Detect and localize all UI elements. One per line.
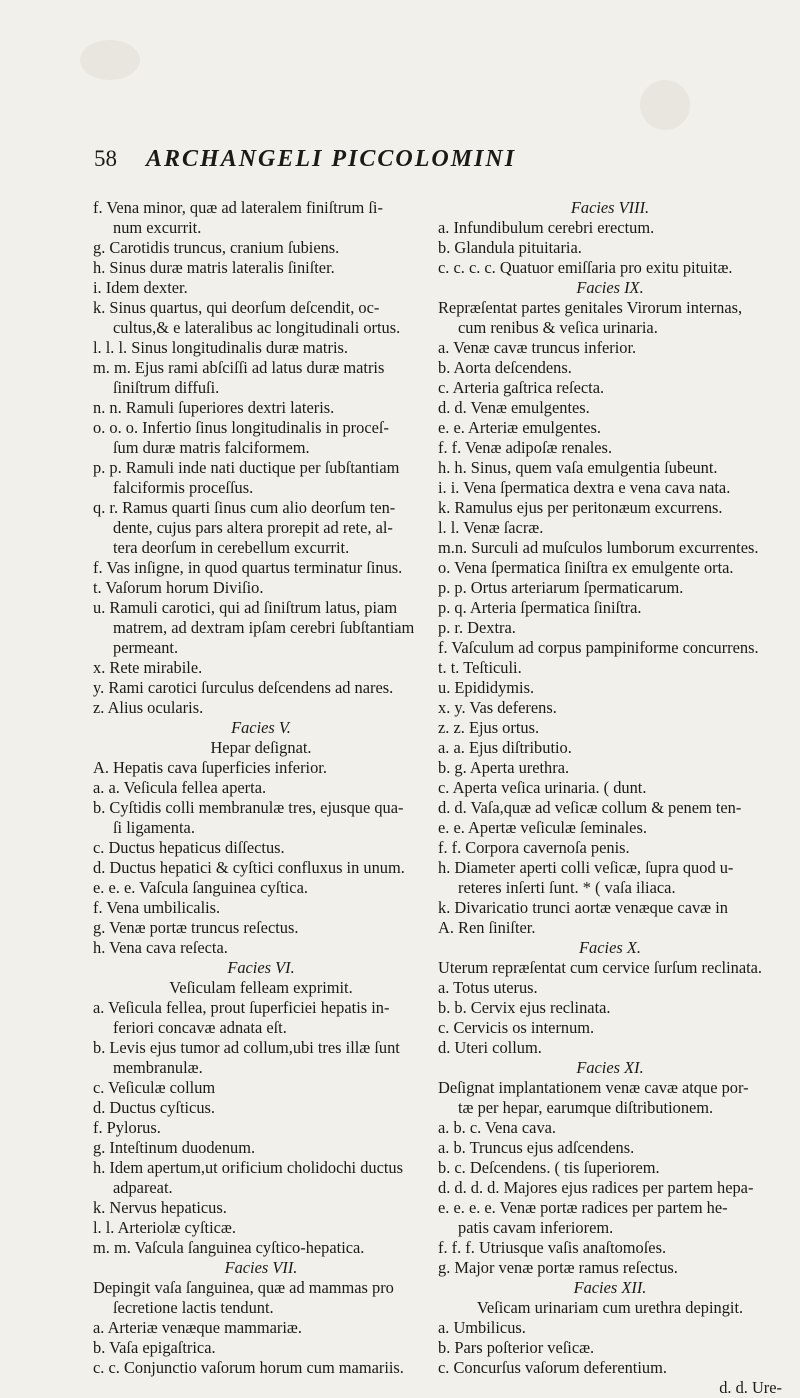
text-line: a. b. Truncus ejus adſcendens. bbox=[438, 1138, 635, 1157]
text-line: c. Concurſus vaſorum deferentium. bbox=[438, 1358, 667, 1377]
text-line: b. Glandula pituitaria. bbox=[438, 238, 582, 257]
text-line: b. Cyſtidis colli membranulæ tres, ejusque qua- bbox=[93, 798, 404, 817]
text-line: n. n. Ramuli ſuperiores dextri lateris. bbox=[93, 398, 335, 417]
text-line: feriori concavæ adnata eſt. bbox=[113, 1018, 287, 1037]
text-line: b. Levis ejus tumor ad collum,ubi tres illæ ſunt bbox=[93, 1038, 400, 1057]
text-line: matrem, ad dextram ipſam cerebri ſubſtantiam bbox=[113, 618, 415, 637]
text-line: p. r. Dextra. bbox=[438, 618, 516, 637]
running-title: ARCHANGELI PICCOLOMINI bbox=[146, 146, 517, 172]
text-line: q. r. Ramus quarti ſinus cum alio deorſum ten- bbox=[93, 498, 396, 517]
text-line: b. g. Aperta urethra. bbox=[438, 758, 570, 777]
text-line: h. Vena cava reſecta. bbox=[93, 938, 228, 957]
text-line: d. d. d. d. Majores ejus radices per partem hepa- bbox=[438, 1178, 754, 1197]
text-line: Hepar deſignat. bbox=[210, 738, 312, 757]
text-line: falciformis proceſſus. bbox=[113, 478, 254, 497]
text-line: e. e. Arteriæ emulgentes. bbox=[438, 418, 601, 437]
text-line: e. e. e. e. Venæ portæ radices per partem he- bbox=[438, 1198, 728, 1217]
text-line: g. Major venæ portæ ramus reſectus. bbox=[438, 1258, 678, 1277]
section-heading: Facies VIII. bbox=[570, 198, 650, 217]
text-line: f. f. Venæ adipoſæ renales. bbox=[438, 438, 613, 457]
text-line: c. c. Conjunctio vaſorum horum cum mamariis. bbox=[93, 1358, 404, 1377]
text-line: ſi ligamenta. bbox=[113, 818, 195, 837]
text-line: Veſicam urinariam cum urethra depingit. bbox=[476, 1298, 744, 1317]
text-line: o. o. o. Infertio ſinus longitudinalis in proceſ- bbox=[93, 418, 389, 437]
section-heading: Facies XI. bbox=[576, 1058, 644, 1077]
text-line: d. Ductus hepatici & cyſtici confluxus in unum. bbox=[93, 858, 405, 877]
text-line: c. Ductus hepaticus diſſectus. bbox=[93, 838, 285, 857]
section-heading: Facies XII. bbox=[573, 1278, 647, 1297]
text-line: t. t. Teſticuli. bbox=[438, 658, 522, 677]
text-line: permeant. bbox=[113, 638, 179, 657]
text-line: l. l. Arteriolæ cyſticæ. bbox=[93, 1218, 236, 1237]
text-line: k. Sinus quartus, qui deorſum deſcendit, oc- bbox=[93, 298, 380, 317]
text-line: dente, cujus pars altera prorepit ad rete, al- bbox=[113, 518, 393, 537]
text-line: y. Rami carotici ſurculus deſcendens ad nares. bbox=[93, 678, 394, 697]
text-line: d. Uteri collum. bbox=[438, 1038, 542, 1057]
section-heading: Facies V. bbox=[231, 718, 291, 737]
text-line: c. Veſiculæ collum bbox=[93, 1078, 216, 1097]
text-line: f. Pylorus. bbox=[93, 1118, 161, 1137]
text-line: ſiniſtrum diffuſi. bbox=[113, 378, 220, 397]
text-line: m.n. Surculi ad muſculos lumborum excurrentes. bbox=[438, 538, 759, 557]
text-line: tera deorſum in cerebellum excurrit. bbox=[113, 538, 350, 557]
text-line: A. Ren ſiniſter. bbox=[438, 918, 536, 937]
text-line: a. a. Veſicula fellea aperta. bbox=[93, 778, 267, 797]
text-line: c. Arteria gaſtrica reſecta. bbox=[438, 378, 605, 397]
text-line: c. c. c. c. Quatuor emiſſaria pro exitu pituitæ. bbox=[438, 258, 733, 277]
text-line: k. Ramulus ejus per peritonæum excurrens. bbox=[438, 498, 723, 517]
text-line: a. Arteriæ venæque mammariæ. bbox=[93, 1318, 302, 1337]
text-line: u. Ramuli carotici, qui ad ſiniſtrum latus, piam bbox=[93, 598, 398, 617]
text-line: f. Vena minor, quæ ad lateralem finiſtrum ſi- bbox=[93, 198, 383, 217]
text-line: Repræſentat partes genitales Virorum internas, bbox=[438, 298, 743, 317]
text-line: c. Aperta veſica urinaria. ( dunt. bbox=[438, 778, 647, 797]
text-line: p. q. Arteria ſpermatica ſiniſtra. bbox=[438, 598, 642, 617]
text-line: g. Venæ portæ truncus reſectus. bbox=[93, 918, 299, 937]
text-line: Veſiculam felleam exprimit. bbox=[169, 978, 353, 997]
paper-stain bbox=[640, 80, 690, 130]
text-line: d. d. Venæ emulgentes. bbox=[438, 398, 590, 417]
text-line: b. b. Cervix ejus reclinata. bbox=[438, 998, 611, 1017]
text-line: g. Inteſtinum duodenum. bbox=[93, 1138, 256, 1157]
text-line: m. m. Vaſcula ſanguinea cyſtico-hepatica. bbox=[93, 1238, 365, 1257]
text-line: x. Rete mirabile. bbox=[93, 658, 203, 677]
text-line: a. Totus uterus. bbox=[438, 978, 538, 997]
text-line: p. p. Ramuli inde nati ductique per ſubſtantiam bbox=[93, 458, 400, 477]
text-line: reteres inſerti ſunt. * ( vaſa iliaca. bbox=[458, 878, 676, 897]
text-line: m. m. Ejus rami abſciſſi ad latus duræ matris bbox=[93, 358, 385, 377]
text-line: h. Diameter aperti colli veſicæ, ſupra quod u- bbox=[438, 858, 734, 877]
page-header bbox=[94, 146, 774, 182]
text-line: a. Veſicula fellea, prout ſuperficiei hepatis in- bbox=[93, 998, 390, 1017]
text-line: a. Umbilicus. bbox=[438, 1318, 526, 1337]
text-line: f. f. f. Utriusque vaſis anaſtomoſes. bbox=[438, 1238, 667, 1257]
text-line: k. Nervus hepaticus. bbox=[93, 1198, 227, 1217]
text-line: o. Vena ſpermatica ſiniſtra ex emulgente orta. bbox=[438, 558, 734, 577]
text-line: Depingit vaſa ſanguinea, quæ ad mammas pro bbox=[93, 1278, 394, 1297]
text-line: f. Vaſculum ad corpus pampiniforme concurrens. bbox=[438, 638, 759, 657]
text-line: t. Vaſorum horum Diviſio. bbox=[93, 578, 264, 597]
text-line: a. Venæ cavæ truncus inferior. bbox=[438, 338, 637, 357]
text-line: z. Alius ocularis. bbox=[93, 698, 204, 717]
left-column bbox=[93, 198, 429, 1378]
text-line: b. Vaſa epigaſtrica. bbox=[93, 1338, 216, 1357]
text-line: membranulæ. bbox=[113, 1058, 203, 1077]
section-heading: Facies VI. bbox=[227, 958, 295, 977]
text-line: Deſignat implantationem venæ cavæ atque por- bbox=[438, 1078, 749, 1097]
text-line: k. Divaricatio trunci aortæ venæque cavæ in bbox=[438, 898, 728, 917]
text-line: a. b. c. Vena cava. bbox=[438, 1118, 557, 1137]
text-line: b. c. Deſcendens. ( tis ſuperiorem. bbox=[438, 1158, 660, 1177]
text-line: ſum duræ matris falciformem. bbox=[113, 438, 310, 457]
text-line: i. Idem dexter. bbox=[93, 278, 188, 297]
section-heading: Facies X. bbox=[579, 938, 641, 957]
right-column bbox=[438, 198, 782, 1398]
page-number: 58 bbox=[94, 146, 117, 171]
text-line: l. l. l. Sinus longitudinalis duræ matris. bbox=[93, 338, 348, 357]
text-line: d. d. Vaſa,quæ ad veſicæ collum & penem ten- bbox=[438, 798, 742, 817]
text-line: cultus,& e lateralibus ac longitudinali ortus. bbox=[113, 318, 401, 337]
text-line: h. Idem apertum,ut orificium cholidochi ductus bbox=[93, 1158, 403, 1177]
text-line: f. Vas inſigne, in quod quartus terminatur ſinus. bbox=[93, 558, 403, 577]
text-line: i. i. Vena ſpermatica dextra e vena cava nata. bbox=[438, 478, 731, 497]
text-line: A. Hepatis cava ſuperficies inferior. bbox=[93, 758, 327, 777]
section-heading: Facies VII. bbox=[224, 1258, 298, 1277]
text-line: p. p. Ortus arteriarum ſpermaticarum. bbox=[438, 578, 684, 597]
text-line: e. e. Apertæ veſiculæ ſeminales. bbox=[438, 818, 647, 837]
text-line: z. z. Ejus ortus. bbox=[438, 718, 540, 737]
text-line: h. Sinus duræ matris lateralis ſiniſter. bbox=[93, 258, 335, 277]
text-line: f. f. Corpora cavernoſa penis. bbox=[438, 838, 630, 857]
paper-stain bbox=[80, 40, 140, 80]
text-line: ſecretione lactis tendunt. bbox=[113, 1298, 274, 1317]
text-line: a. Infundibulum cerebri erectum. bbox=[438, 218, 655, 237]
text-line: h. h. Sinus, quem vaſa emulgentia ſubeunt. bbox=[438, 458, 718, 477]
text-line: Uterum repræſentat cum cervice ſurſum reclinata. bbox=[438, 958, 763, 977]
text-line: cum renibus & veſica urinaria. bbox=[458, 318, 658, 337]
text-line: b. Pars poſterior veſicæ. bbox=[438, 1338, 595, 1357]
text-line: f. Vena umbilicalis. bbox=[93, 898, 221, 917]
text-line: c. Cervicis os internum. bbox=[438, 1018, 595, 1037]
text-line: d. Ductus cyſticus. bbox=[93, 1098, 216, 1117]
text-line: patis cavam inferiorem. bbox=[458, 1218, 614, 1237]
text-line: u. Epididymis. bbox=[438, 678, 535, 697]
section-heading: Facies IX. bbox=[576, 278, 644, 297]
text-line: adpareat. bbox=[113, 1178, 173, 1197]
text-line: e. e. e. Vaſcula ſanguinea cyſtica. bbox=[93, 878, 308, 897]
text-line: b. Aorta deſcendens. bbox=[438, 358, 572, 377]
text-line: g. Carotidis truncus, cranium ſubiens. bbox=[93, 238, 340, 257]
text-line: l. l. Venæ ſacræ. bbox=[438, 518, 544, 537]
text-line: x. y. Vas deferens. bbox=[438, 698, 557, 717]
text-line: num excurrit. bbox=[113, 218, 202, 237]
text-line: tæ per hepar, earumque diſtributionem. bbox=[458, 1098, 714, 1117]
text-line: a. a. Ejus diſtributio. bbox=[438, 738, 572, 757]
text-line: d. d. Ure- bbox=[719, 1378, 782, 1397]
